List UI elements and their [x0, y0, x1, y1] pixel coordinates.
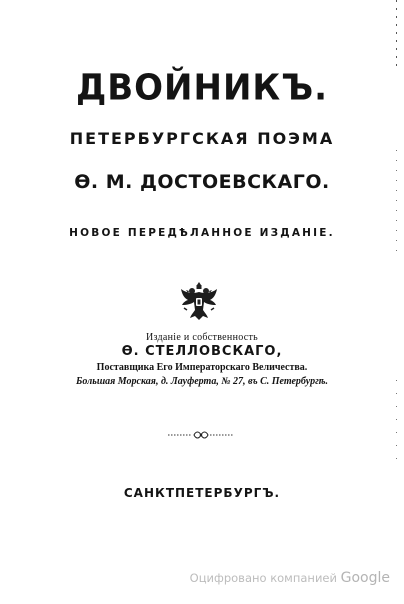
double-headed-eagle-icon [178, 280, 220, 322]
google-logo-text: Google [340, 570, 390, 586]
book-title: ДВОЙНИКЪ. [75, 67, 329, 109]
publisher-address: Большая Морская, д. Лауферта, № 27, въ С. Петербургѣ. [76, 376, 328, 387]
edition-note: НОВОЕ ПЕРЕДѢЛАННОЕ ИЗДАНІЕ. [69, 227, 335, 239]
book-subtitle: ПЕТЕРБУРГСКАЯ ПОЭМА [69, 129, 335, 148]
publisher-title: Поставщика Его Императорскаго Величества. [96, 362, 308, 373]
publisher-intro: Изданіе и собственность [145, 332, 259, 343]
divider-ornament-icon [168, 427, 234, 437]
digitization-watermark [190, 570, 390, 586]
book-author: Ѳ. М. ДОСТОЕВСКАГО. [74, 171, 330, 193]
watermark-text: Оцифровано компанией [189, 571, 337, 585]
publisher-name: Ѳ. СТЕЛЛОВСКАГО, [121, 344, 283, 359]
publication-city: САНКТПЕТЕРБУРГЪ. [123, 486, 281, 500]
